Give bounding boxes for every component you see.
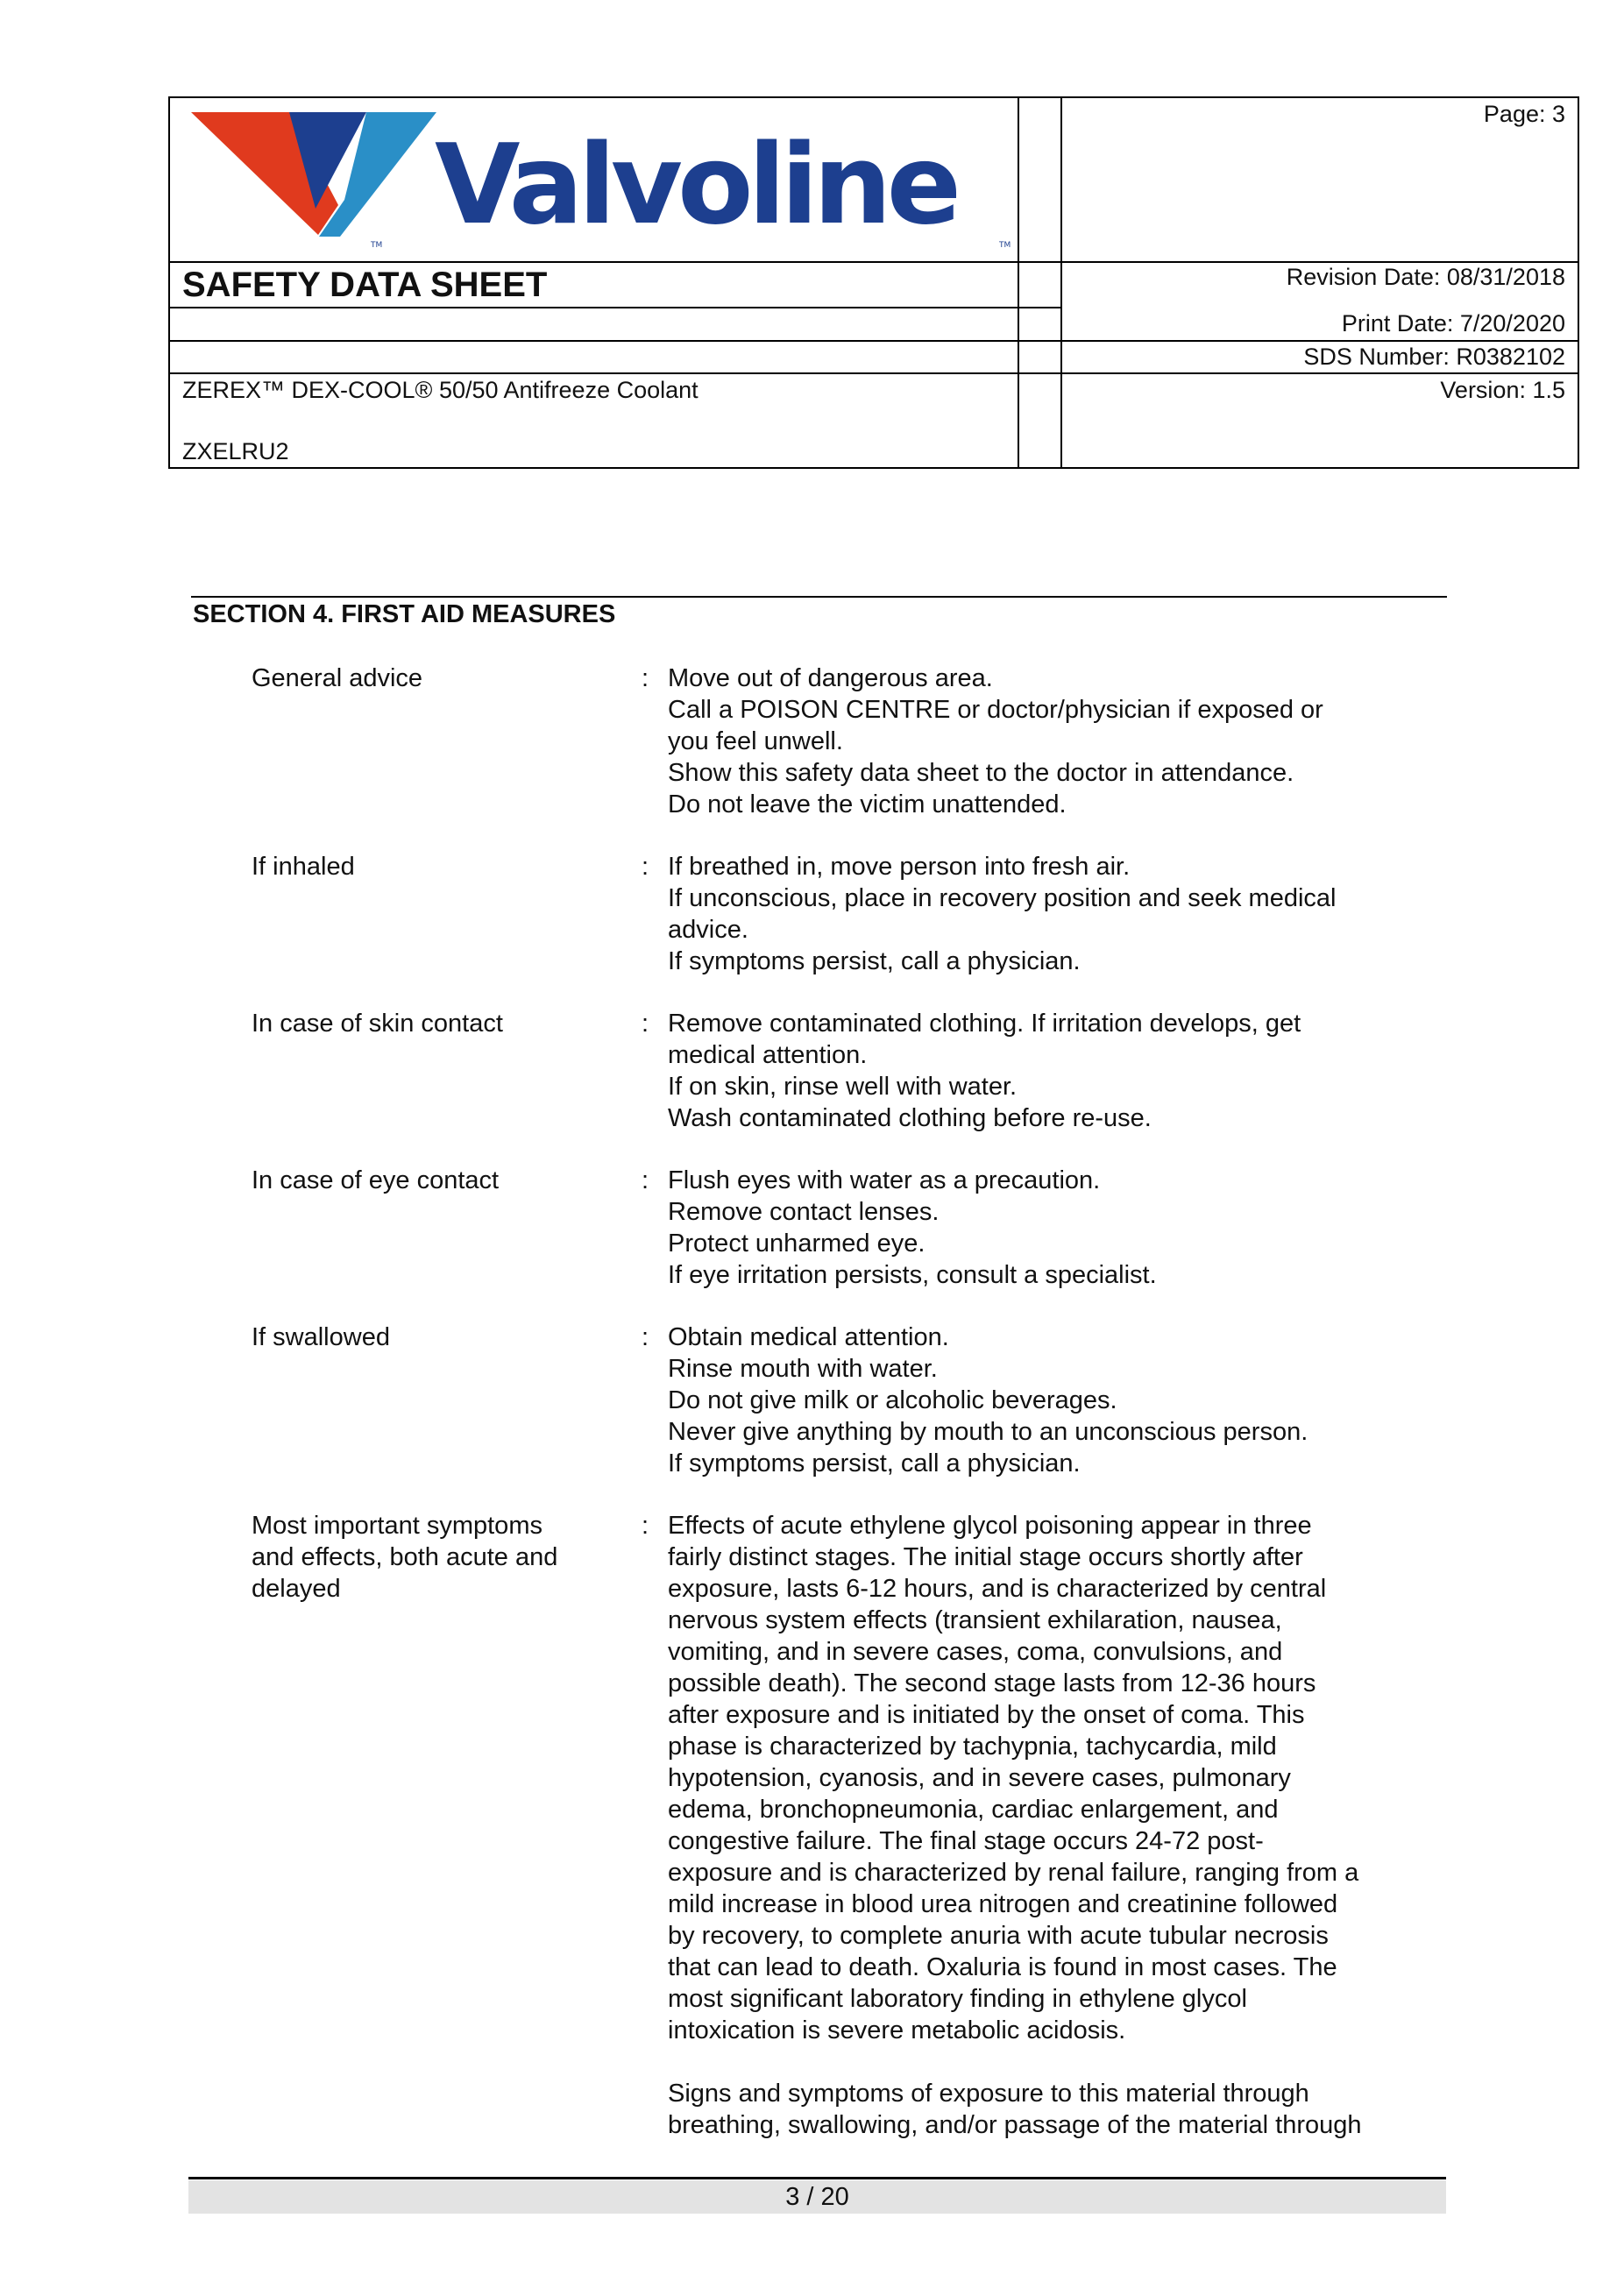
svg-text:TM: TM xyxy=(371,241,383,250)
item-label: General advice xyxy=(252,664,423,692)
page-indicator: Page: 3 xyxy=(1483,101,1565,127)
print-date: Print Date: 7/20/2020 xyxy=(1341,310,1565,337)
version: Version: 1.5 xyxy=(1440,377,1565,403)
item-label: If swallowed xyxy=(252,1323,390,1351)
item-label: In case of eye contact xyxy=(252,1166,500,1194)
item-separator: : xyxy=(642,1010,649,1038)
sds-number: SDS Number: R0382102 xyxy=(1303,344,1565,370)
page-count: 3 / 20 xyxy=(785,2183,849,2211)
item-separator: : xyxy=(642,664,649,692)
item-text: Effects of acute ethylene glycol poisoning appear in three fairly distinct stages. The initial stage occurs shortly after exposure, lasts 6-12 hours, and is characterized by central nervous system effects (transient exhilaration, nausea, vomiting, and in severe cases, coma, convulsions, and possible death). The second stage lasts from 12-36 hours after exposure and is initiated by the onset of coma. This phase is characterized by tachypnia, tachycardia, mild hypotension, cyanosis, and in severe cases, pulmonary edema, bronchopneumonia, cardiac enlargement, and congestive failure. The final stage occurs 24-72 post- exposure and is characterized by renal failure, ranging from a mild increase in blood urea nitrogen and creatinine followed by recovery, to complete anuria with acute tubular necrosis that can lead to death. Oxaluria is found in most cases. The most significant laboratory finding in ethylene glycol intoxication is severe metabolic acidosis. Signs and symptoms of exposure to this material through breathing, swallowing, and/or passage of the material through xyxy=(668,1512,1362,2139)
item-separator: : xyxy=(642,853,649,881)
item-label: If inhaled xyxy=(252,853,355,881)
product-code: ZXELRU2 xyxy=(182,438,289,464)
item-separator: : xyxy=(642,1323,649,1351)
doc-type-title: SAFETY DATA SHEET xyxy=(182,266,548,304)
brand-wordmark: Valvoline xyxy=(435,120,957,249)
revision-date: Revision Date: 08/31/2018 xyxy=(1286,264,1565,290)
footer-rule xyxy=(188,2177,1446,2179)
valvoline-logo xyxy=(191,103,1011,257)
item-text: Obtain medical attention. Rinse mouth with water. Do not give milk or alcoholic beverages. Never give anything by mouth to an unconscious person. If symptoms persist, call a physician. xyxy=(668,1323,1308,1478)
item-separator: : xyxy=(642,1512,649,1540)
item-text: If breathed in, move person into fresh air. If unconscious, place in recovery position and seek medical advice. If symptoms persist, call a physician. xyxy=(668,853,1337,975)
footer-bar xyxy=(188,2180,1446,2214)
svg-text:TM: TM xyxy=(999,241,1011,250)
item-text: Flush eyes with water as a precaution. Remove contact lenses. Protect unharmed eye. If eye irritation persists, consult a specialist. xyxy=(668,1166,1157,1289)
sds-header xyxy=(168,96,1579,469)
item-text: Move out of dangerous area. Call a POISON CENTRE or doctor/physician if exposed or you feel unwell. Show this safety data sheet to the doctor in attendance. Do not leave the victim unattended. xyxy=(668,664,1323,818)
section-title: SECTION 4. FIRST AID MEASURES xyxy=(193,600,616,628)
item-label: Most important symptoms and effects, both acute and delayed xyxy=(252,1512,558,1603)
section-top-rule xyxy=(191,596,1447,598)
item-separator: : xyxy=(642,1166,649,1194)
product-name: ZEREX™ DEX-COOL® 50/50 Antifreeze Coolant xyxy=(182,377,699,403)
item-label: In case of skin contact xyxy=(252,1010,503,1038)
item-text: Remove contaminated clothing. If irritation develops, get medical attention. If on skin, rinse well with water. Wash contaminated clothing before re-use. xyxy=(668,1010,1301,1132)
